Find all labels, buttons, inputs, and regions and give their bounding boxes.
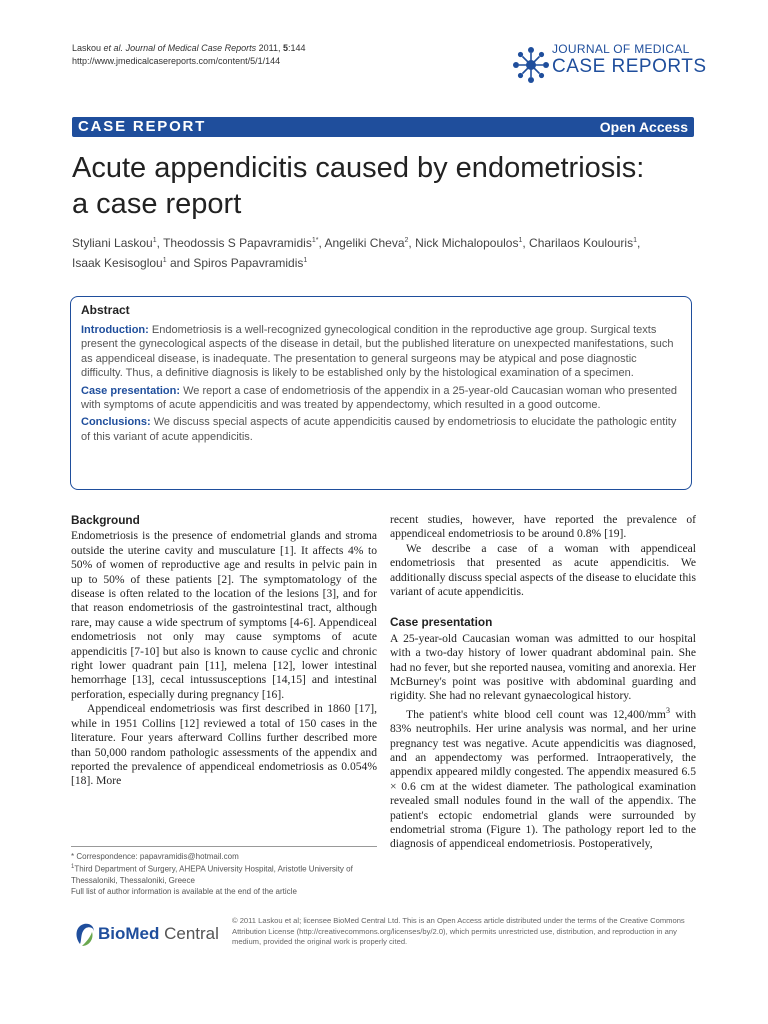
license-text: © 2011 Laskou et al; licensee BioMed Central Ltd. This is an Open Access article distributed under the terms of the Creative Commons Attribution License (http://creativecommons.org/licenses/by/2.0), which permits unrestricted use, distribution, and reproduction in any medium, provided the original work is properly cited.: [232, 916, 685, 947]
article-type-label: CASE REPORT: [78, 118, 207, 135]
author-affiliation-mark: 1: [162, 257, 167, 264]
right-column: [390, 513, 696, 852]
title-line-1: Acute appendicitis caused by endometriosis:: [72, 152, 645, 184]
abstract-box: [70, 296, 692, 490]
author-affiliation-mark: 1: [152, 237, 157, 244]
case-paragraph-2-rest: with 83% neutrophils. Her urine analysis was normal, and her urine pregnancy test was negative. Acute appendicitis was diagnosed, and an appendectomy was performed. Intraoperatively, the appendix appeared mildly congested. The appendix measured 6.5 × 0.6 cm at the widest diameter. The pathological examination revealed small nodules found in the wall of the appendix. The patient's ectopic endometrial glands were surrounded by endometrial stroma (Figure 1). The pathology report led to the diagnosis of appendiceal endometriosis. Postoperatively,: [390, 707, 697, 851]
case-presentation-heading: Case presentation: [390, 615, 493, 630]
citation-page: :144: [288, 43, 306, 53]
biomed-central-logo: [72, 916, 222, 956]
background-paragraph-4: We describe a case of a woman with appendiceal endometriosis that presented as acute appendicitis. We additionally discuss special aspects of the disease to elucidate this variant of acute appendicitis.: [390, 541, 696, 599]
journal-logo: [512, 40, 707, 90]
author-affiliation-mark: 1: [303, 257, 308, 264]
author-affiliation-mark: 2: [404, 237, 409, 244]
author-name: Isaak Kesisoglou: [72, 256, 163, 270]
citation-year: 2011,: [258, 43, 281, 53]
affiliation-text: Third Department of Surgery, AHEPA University Hospital, Aristotle University of Thessaloniki, Thessaloniki, Greece: [71, 864, 353, 885]
citation-authors: Laskou: [72, 43, 102, 53]
author-affiliation-mark: 1: [518, 237, 523, 244]
author-name: Spiros Papavramidis: [193, 256, 304, 270]
abstract-conclusions-text: We discuss special aspects of acute appendicitis caused by endometriosis to elucidate the pathologic entity of this variant of acute appendicitis.: [81, 416, 677, 443]
article-type-banner: [72, 117, 694, 137]
journal-emblem-icon: [512, 46, 550, 84]
case-paragraph-2: [390, 704, 696, 852]
abstract-introduction: [81, 323, 681, 381]
case-paragraph-2-start: The patient's white blood cell count was 12,400/mm: [406, 707, 666, 721]
author-separator: ,: [637, 236, 641, 250]
author-name: Theodossis S Papavramidis: [163, 236, 312, 250]
author-separator: ,: [408, 236, 416, 250]
full-list-note: Full list of author information is available at the end of the article: [71, 886, 297, 896]
author-separator: ,: [318, 236, 325, 250]
author-name: Nick Michalopoulos: [415, 236, 519, 250]
citation-header: [72, 42, 472, 68]
biomed-med: Med: [125, 924, 160, 943]
biomed-bio: Bio: [98, 924, 126, 943]
biomed-swirl-icon: [72, 922, 96, 948]
case-paragraph-1: A 25-year-old Caucasian woman was admitted to our hospital with a two-day history of lower quadrant abdominal pain. She had no fever, but she reported nausea, vomiting and anorexia. Her McBurney's point was positive with abdominal guarding and rigidity. She had no relevant gynaecological history.: [390, 631, 696, 703]
author-separator: ,: [156, 236, 164, 250]
author-name: Charilaos Koulouris: [529, 236, 634, 250]
author-separator: ,: [522, 236, 530, 250]
open-access-label: Open Access: [599, 119, 688, 135]
author-affiliation-mark: 1: [633, 237, 638, 244]
affiliation-note: [71, 862, 377, 886]
abstract-case-text: We report a case of endometriosis of the appendix in a 25-year-old Caucasian woman who presented with symptoms of acute appendicitis and was treated by appendectomy, which resulted in a good outcome.: [81, 384, 677, 412]
abstract-case-presentation: [81, 384, 681, 413]
author-name: Angeliki Cheva: [324, 236, 405, 250]
affiliation-mark: 1: [71, 864, 75, 870]
abstract-case-label: Case presentation:: [81, 384, 181, 397]
abstract-heading: Abstract: [81, 303, 130, 317]
journal-name-line2: CASE REPORTS: [552, 56, 707, 77]
background-paragraph-3: recent studies, however, have reported the prevalence of appendiceal endometriosis to be around 0.8% [19].: [390, 513, 696, 541]
abstract-intro-label: Introduction:: [81, 324, 149, 336]
title-line-2: a case report: [72, 188, 242, 220]
author-affiliation-mark: 1*: [311, 237, 319, 244]
journal-name-line1: JOURNAL OF MEDICAL: [552, 42, 690, 56]
biomed-central-wordmark: [98, 924, 219, 944]
footnotes: [71, 846, 377, 897]
author-list: [72, 232, 702, 272]
author-name: Styliani Laskou: [72, 236, 153, 250]
abstract-conclusions-label: Conclusions:: [81, 416, 151, 429]
background-paragraph-2: Appendiceal endometriosis was first described in 1860 [17], while in 1951 Collins [12] reviewed a total of 150 cases in the literature. Four years afterward Collins further described more than 50,000 random pathologic assessments of the appendix and reported the prevalence of appendiceal endometriosis as 0.054% [18]. More: [71, 702, 377, 788]
biomed-central: Central: [159, 924, 219, 943]
citation-line: [72, 42, 472, 55]
paper-title: [72, 150, 702, 222]
author-separator: and: [166, 256, 194, 270]
left-column: [71, 513, 377, 789]
abstract-intro-text: Endometriosis is a well-recognized gynecological condition in the reproductive age group. Surgical texts present the gynecological aspects of the disease in detail, but the published literature on unexpected manifestations, such as appendiceal disease, is inadequate. The presentation to general surgeons may be atypical and pose diagnostic difficulty. Thus, a definitive diagnosis is likely to be established only by the histological examination of a specimen.: [81, 324, 674, 380]
article-url[interactable]: http://www.jmedicalcasereports.com/content/5/1/144: [72, 56, 281, 66]
background-paragraph-1: Endometriosis is the presence of endometrial glands and stroma outside the uterine cavity and musculature [1]. It affects 4% to 50% of women of reproductive age and results in pelvic pain in up to 50% of these patients [2]. The symptomatology of the disease is often related to the location of the lesions [3], and for that reason endometriosis of the gastrointestinal tract, although rare, may cause a wide spectrum of symptoms [4-6]. Appendiceal endometriosis not only may cause symptoms of acute appendicitis [7-10] but also is known to cause cyclic and chronic right lower quadrant pain [11], melena [12], lower intestinal hemorrhage [13], cecal intussusceptions [14,15] and intestinal perforation, especially during pregnancy [16].: [71, 529, 377, 701]
case-paragraph-2-superscript: 3: [665, 705, 670, 715]
background-heading: Background: [71, 513, 140, 527]
citation-journal: Journal of Medical Case Reports: [125, 43, 257, 53]
citation-etal: et al.: [103, 43, 124, 53]
citation-volume: 5: [283, 43, 289, 53]
abstract-conclusions: [81, 415, 681, 444]
correspondence-note: * Correspondence: papavramidis@hotmail.com: [71, 852, 239, 861]
